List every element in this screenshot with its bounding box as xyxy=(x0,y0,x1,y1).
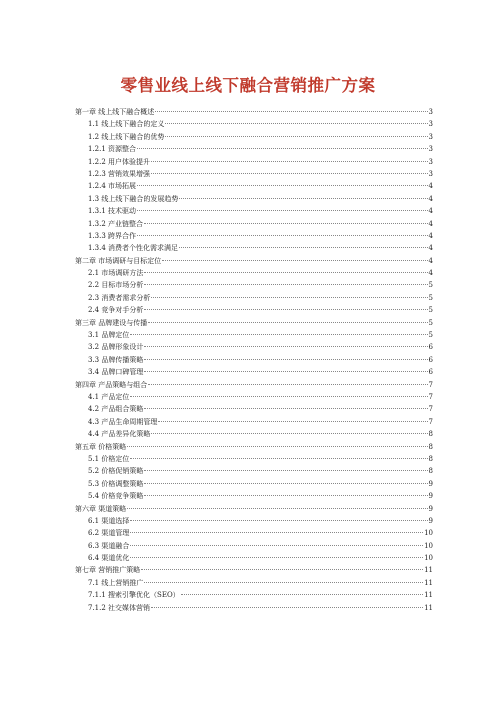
toc-page-number: 11 xyxy=(424,603,433,612)
toc-entry-label: 1.2.4 市场拓展 xyxy=(88,182,137,191)
toc-section-entry[interactable] xyxy=(75,131,433,143)
toc-page-number: 9 xyxy=(428,504,433,513)
toc-entry-label: 6.3 渠道融合 xyxy=(88,541,130,550)
toc-section-entry[interactable] xyxy=(75,279,433,291)
toc-dot-leader xyxy=(137,148,427,149)
toc-dot-leader xyxy=(151,173,427,174)
toc-dot-leader xyxy=(179,247,427,248)
toc-page-number: 10 xyxy=(424,554,433,563)
toc-dot-leader xyxy=(165,136,427,137)
toc-section-entry[interactable] xyxy=(75,143,433,155)
toc-entry-label: 3.1 品牌定位 xyxy=(88,331,130,340)
toc-dot-leader xyxy=(144,309,427,310)
toc-entry-label: 第三章 品牌建设与传播 xyxy=(75,318,148,327)
toc-section-entry[interactable] xyxy=(75,478,433,490)
toc-dot-leader xyxy=(130,557,423,558)
toc-entry-label: 第六章 渠道策略 xyxy=(75,504,127,513)
toc-page-number: 8 xyxy=(428,454,433,463)
toc-dot-leader xyxy=(179,198,427,199)
toc-dot-leader xyxy=(181,594,423,595)
toc-section-entry[interactable] xyxy=(75,292,433,304)
toc-entry-label: 3.3 品牌传播策略 xyxy=(88,355,144,364)
toc-dot-leader xyxy=(158,421,427,422)
toc-page-number: 8 xyxy=(428,442,433,451)
toc-dot-leader xyxy=(144,582,423,583)
toc-page-number: 6 xyxy=(428,368,433,377)
toc-page-number: 5 xyxy=(428,331,433,340)
toc-section-entry[interactable] xyxy=(75,118,433,130)
toc-dot-leader xyxy=(130,334,427,335)
toc-page-number: 11 xyxy=(424,578,433,587)
toc-page-number: 8 xyxy=(428,467,433,476)
toc-entry-label: 4.2 产品组合策略 xyxy=(88,405,144,414)
toc-section-entry[interactable] xyxy=(75,329,433,341)
toc-dot-leader xyxy=(144,359,427,360)
toc-entry-label: 1.3 线上线下融合的发展趋势 xyxy=(88,194,179,203)
toc-entry-label: 1.2.2 用户体验提升 xyxy=(88,157,151,166)
toc-section-entry[interactable] xyxy=(75,341,433,353)
toc-section-entry[interactable] xyxy=(75,453,433,465)
toc-dot-leader xyxy=(144,223,427,224)
toc-chapter-entry[interactable] xyxy=(75,564,433,576)
toc-entry-label: 1.3.1 技术驱动 xyxy=(88,207,137,216)
toc-section-entry[interactable] xyxy=(75,267,433,279)
toc-dot-leader xyxy=(155,111,427,112)
toc-chapter-entry[interactable] xyxy=(75,317,433,329)
toc-section-entry[interactable] xyxy=(75,168,433,180)
toc-page-number: 3 xyxy=(428,169,433,178)
toc-entry-label: 2.4 竞争对手分析 xyxy=(88,306,144,315)
toc-dot-leader xyxy=(144,284,427,285)
toc-dot-leader xyxy=(141,569,423,570)
toc-section-entry[interactable] xyxy=(75,230,433,242)
toc-page-number: 8 xyxy=(428,430,433,439)
toc-page-number: 3 xyxy=(428,120,433,129)
toc-entry-label: 3.2 品牌形象设计 xyxy=(88,343,144,352)
toc-section-entry[interactable] xyxy=(75,552,433,564)
toc-section-entry[interactable] xyxy=(75,416,433,428)
toc-page-number: 3 xyxy=(428,157,433,166)
toc-entry-label: 第二章 市场调研与目标定位 xyxy=(75,256,162,265)
toc-section-entry[interactable] xyxy=(75,366,433,378)
toc-dot-leader xyxy=(148,322,427,323)
toc-section-entry[interactable] xyxy=(75,156,433,168)
toc-page-number: 7 xyxy=(428,392,433,401)
toc-entry-label: 1.3.2 产业链整合 xyxy=(88,219,144,228)
toc-dot-leader xyxy=(151,297,427,298)
toc-entry-label: 6.4 渠道优化 xyxy=(88,554,130,563)
toc-dot-leader xyxy=(130,520,427,521)
toc-section-entry[interactable] xyxy=(75,602,433,614)
toc-dot-leader xyxy=(137,210,427,211)
toc-page-number: 9 xyxy=(428,492,433,501)
toc-entry-label: 第五章 价格策略 xyxy=(75,442,127,451)
toc-section-entry[interactable] xyxy=(75,515,433,527)
toc-page-number: 6 xyxy=(428,355,433,364)
toc-page-number: 7 xyxy=(428,380,433,389)
toc-page-number: 3 xyxy=(428,108,433,116)
toc-dot-leader xyxy=(144,346,427,347)
toc-entry-label: 7.1.1 搜索引擎优化（SEO） xyxy=(88,591,180,600)
toc-page-number: 3 xyxy=(428,145,433,154)
toc-page-number: 10 xyxy=(424,529,433,538)
toc-dot-leader xyxy=(144,371,427,372)
toc-entry-label: 6.1 渠道选择 xyxy=(88,516,130,525)
toc-page-number: 5 xyxy=(428,306,433,315)
toc-dot-leader xyxy=(144,495,427,496)
toc-entry-label: 5.2 价格促销策略 xyxy=(88,467,144,476)
toc-dot-leader xyxy=(144,408,427,409)
toc-section-entry[interactable] xyxy=(75,205,433,217)
toc-page-number: 4 xyxy=(428,207,433,216)
toc-entry-label: 1.2.3 营销效果增强 xyxy=(88,169,151,178)
toc-section-entry[interactable] xyxy=(75,354,433,366)
toc-dot-leader xyxy=(130,545,423,546)
toc-section-entry[interactable] xyxy=(75,403,433,415)
toc-section-entry[interactable] xyxy=(75,193,433,205)
toc-dot-leader xyxy=(127,446,427,447)
toc-entry-label: 5.4 价格竞争策略 xyxy=(88,492,144,501)
toc-page-number: 4 xyxy=(428,269,433,278)
toc-page-number: 5 xyxy=(428,293,433,302)
toc-chapter-entry[interactable] xyxy=(75,379,433,391)
toc-chapter-entry[interactable] xyxy=(75,441,433,453)
toc-entry-label: 3.4 品牌口碑管理 xyxy=(88,368,144,377)
toc-entry-label: 第一章 线上线下融合概述 xyxy=(75,108,155,116)
toc-section-entry[interactable] xyxy=(75,527,433,539)
toc-section-entry[interactable] xyxy=(75,391,433,403)
toc-section-entry[interactable] xyxy=(75,589,433,601)
document-title: 零售业线上线下融合营销推广方案 xyxy=(120,76,376,95)
toc-page-number: 9 xyxy=(428,479,433,488)
toc-page-number: 3 xyxy=(428,132,433,141)
toc-page-number: 4 xyxy=(428,231,433,240)
toc-dot-leader xyxy=(130,532,423,533)
toc-entry-label: 5.3 价格调整策略 xyxy=(88,479,144,488)
toc-page-number: 4 xyxy=(428,219,433,228)
toc-dot-leader xyxy=(137,235,427,236)
toc-entry-label: 4.4 产品差异化策略 xyxy=(88,430,151,439)
toc-dot-leader xyxy=(130,396,427,397)
toc-section-entry[interactable] xyxy=(75,304,433,316)
toc-section-entry[interactable] xyxy=(75,180,433,192)
toc-entry-label: 2.2 目标市场分析 xyxy=(88,281,144,290)
toc-entry-label: 1.2.1 资源整合 xyxy=(88,145,137,154)
toc-entry-label: 2.3 消费者需求分析 xyxy=(88,293,151,302)
toc-section-entry[interactable] xyxy=(75,428,433,440)
toc-page-number: 6 xyxy=(428,343,433,352)
toc-page-number: 5 xyxy=(428,281,433,290)
toc-dot-leader xyxy=(151,433,427,434)
toc-page-number: 4 xyxy=(428,256,433,265)
toc-dot-leader xyxy=(144,272,427,273)
toc-entry-label: 5.1 价格定位 xyxy=(88,454,130,463)
toc-page-number: 10 xyxy=(424,541,433,550)
toc-chapter-entry[interactable] xyxy=(75,503,433,515)
toc-dot-leader xyxy=(137,185,427,186)
toc-section-entry[interactable] xyxy=(75,540,433,552)
toc-dot-leader xyxy=(144,470,427,471)
toc-section-entry[interactable] xyxy=(75,577,433,589)
toc-entry-label: 1.3.3 跨界合作 xyxy=(88,231,137,240)
toc-section-entry[interactable] xyxy=(75,242,433,254)
toc-entry-label: 第七章 营销推广策略 xyxy=(75,566,141,575)
toc-chapter-entry[interactable] xyxy=(75,106,433,118)
toc-section-entry[interactable] xyxy=(75,465,433,477)
toc-dot-leader xyxy=(130,458,427,459)
toc-page-number: 4 xyxy=(428,194,433,203)
toc-entry-label: 1.1 线上线下融合的定义 xyxy=(88,120,165,129)
toc-page-number: 11 xyxy=(424,591,433,600)
toc-entry-label: 6.2 渠道管理 xyxy=(88,529,130,538)
toc-section-entry[interactable] xyxy=(75,218,433,230)
toc-entry-label: 第四章 产品策略与组合 xyxy=(75,380,148,389)
toc-dot-leader xyxy=(162,260,427,261)
toc-page-number: 7 xyxy=(428,417,433,426)
toc-chapter-entry[interactable] xyxy=(75,255,433,267)
toc-entry-label: 2.1 市场调研方法 xyxy=(88,269,144,278)
toc-entry-label: 1.3.4 消费者个性化需求满足 xyxy=(88,244,179,253)
toc-page-number: 4 xyxy=(428,244,433,253)
toc-page-number: 4 xyxy=(428,182,433,191)
toc-section-entry[interactable] xyxy=(75,490,433,502)
toc-entry-label: 4.3 产品生命周期管理 xyxy=(88,417,158,426)
toc-entry-label: 1.2 线上线下融合的优势 xyxy=(88,132,165,141)
toc-dot-leader xyxy=(144,483,427,484)
toc-entry-label: 7.1.2 社交媒体营销 xyxy=(88,603,151,612)
toc-dot-leader xyxy=(127,508,427,509)
toc-entry-label: 4.1 产品定位 xyxy=(88,392,130,401)
toc-dot-leader xyxy=(165,123,427,124)
toc-dot-leader xyxy=(151,607,423,608)
toc-page-number: 5 xyxy=(428,318,433,327)
toc-dot-leader xyxy=(148,384,427,385)
table-of-contents xyxy=(75,106,433,614)
toc-page-number: 11 xyxy=(424,566,433,575)
toc-dot-leader xyxy=(151,161,427,162)
toc-page-number: 7 xyxy=(428,405,433,414)
toc-page-number: 9 xyxy=(428,516,433,525)
toc-entry-label: 7.1 线上营销推广 xyxy=(88,578,144,587)
